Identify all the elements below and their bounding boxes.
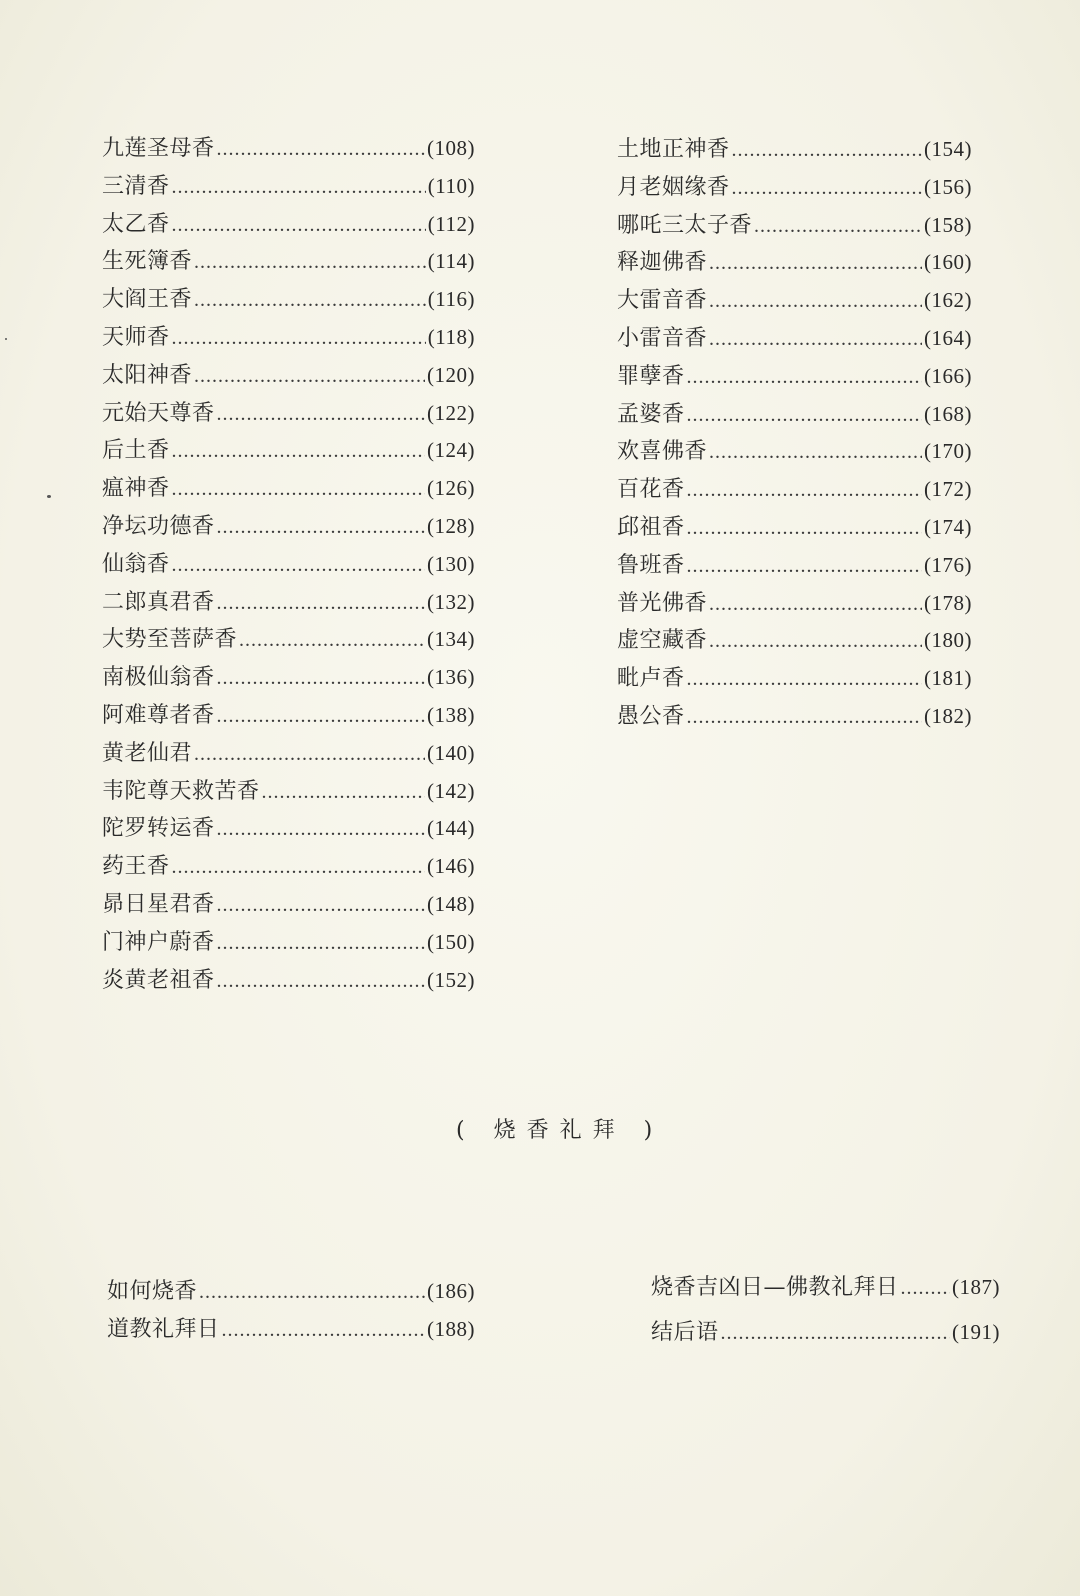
dot-leader [687,555,922,578]
dot-leader [217,403,425,426]
toc-entry [102,244,475,282]
dot-leader [721,1322,950,1345]
toc-entry-page-number: (136) [427,665,475,690]
dot-leader [217,667,425,690]
toc-entry-page-number: (181) [924,666,972,691]
toc-entry [617,283,972,321]
toc-entry [102,774,475,812]
toc-entry-title: 陀罗转运香 [102,816,215,842]
toc-entry-page-number: (174) [924,514,972,539]
toc-entry-page-number: (130) [427,551,475,576]
toc-entry [102,849,475,887]
dot-leader [194,743,425,766]
toc-entry [102,358,475,396]
dot-leader [172,440,425,463]
toc-entry [617,397,972,435]
toc-entry-page-number: (118) [427,324,475,349]
dot-leader [217,138,425,161]
dot-leader [709,630,922,653]
toc-entry-title: 欢喜佛香 [617,439,708,465]
toc-entry-page-number: (182) [924,703,972,728]
print-speck [5,338,7,340]
toc-entry [102,736,475,774]
dot-leader [687,668,922,691]
toc-entry [102,925,475,963]
toc-entry-title: 道教礼拜日 [107,1316,220,1342]
toc-entry-page-number: (191) [952,1320,1000,1344]
toc-entry-page-number: (170) [924,439,972,464]
toc-entry-page-number: (116) [427,287,475,312]
dot-leader [687,366,922,389]
toc-entry-page-number: (124) [427,438,475,463]
toc-entry [102,396,475,434]
toc-entry [102,547,475,585]
toc-entry [102,282,475,320]
toc-entry-title: 月老姻缘香 [617,174,730,200]
toc-entry-title: 后土香 [102,438,170,464]
dot-leader [194,289,426,312]
toc-entry [617,586,972,624]
toc-entry [102,660,475,698]
dot-leader [172,554,425,577]
dot-leader [217,592,425,615]
dot-leader [194,365,425,388]
dot-leader [172,176,426,199]
dot-leader [709,290,922,313]
toc-entry-title: 哪吒三太子香 [617,212,753,238]
toc-entry-title: 天师香 [102,324,170,350]
toc-bottom-left-column [107,1274,475,1350]
toc-entry [617,623,972,661]
section-heading: ( 烧香礼拜 ) [456,1118,664,1143]
toc-entry-page-number: (146) [427,854,475,879]
toc-entry-page-number: (162) [924,288,972,313]
toc-entry-page-number: (132) [427,589,475,614]
toc-entry-title: 九莲圣母香 [102,136,215,161]
dot-leader [709,441,922,464]
dot-leader [217,705,425,728]
toc-entry [651,1315,1000,1360]
toc-entry-page-number: (122) [427,400,475,425]
dot-leader [172,478,425,501]
toc-entry [617,661,972,699]
toc-right-column [617,132,972,737]
toc-entry [651,1270,1000,1315]
print-speck [47,495,51,498]
toc-entry-page-number: (176) [924,552,972,577]
toc-bottom-right-column [651,1270,1000,1360]
dot-leader [199,1281,425,1304]
toc-entry-title: 大阎王香 [102,287,193,313]
toc-entry-title: 韦陀尊天救苦香 [102,778,260,804]
toc-entry-title: 大势至菩萨香 [102,627,238,653]
toc-entry [617,321,972,359]
toc-entry-page-number: (148) [427,891,475,916]
toc-entry-title: 生死簿香 [102,249,193,275]
toc-entry-page-number: (168) [924,401,972,426]
dot-leader [754,215,922,238]
toc-entry-title: 净坛功德香 [102,513,215,539]
dot-leader [239,629,425,652]
dot-leader [901,1277,950,1300]
toc-entry [617,359,972,397]
toc-entry [617,472,972,510]
dot-leader [172,214,426,237]
dot-leader [217,516,425,539]
dot-leader [217,932,425,955]
toc-entry-page-number: (120) [427,362,475,387]
toc-entry-page-number: (110) [427,173,475,198]
dot-leader [732,139,922,162]
toc-entry [102,585,475,623]
dot-leader [172,856,425,879]
dot-leader [687,706,922,729]
toc-entry [617,434,972,472]
toc-entry-page-number: (142) [427,778,475,803]
toc-entry [617,208,972,246]
toc-entry [102,207,475,245]
toc-entry-title: 瘟神香 [102,476,170,502]
dot-leader [262,781,425,804]
toc-entry-title: 门神户蔚香 [102,929,215,955]
toc-entry-title: 鲁班香 [617,552,685,578]
toc-left-column [102,131,475,1000]
toc-entry-title: 普光佛香 [617,590,708,616]
dot-leader [194,251,426,274]
dot-leader [687,517,922,540]
toc-entry [102,963,475,1001]
toc-entry [107,1312,475,1350]
toc-entry-title: 小雷音香 [617,325,708,351]
dot-leader [732,177,922,200]
toc-entry-title: 炎黄老祖香 [102,967,215,993]
toc-entry-title: 太阳神香 [102,362,193,388]
dot-leader [222,1319,425,1342]
toc-entry [102,698,475,736]
toc-entry [102,433,475,471]
toc-entry-page-number: (126) [427,476,475,501]
toc-entry-page-number: (138) [427,702,475,727]
toc-entry [617,132,972,170]
toc-entry [617,699,972,737]
toc-entry [617,170,972,208]
toc-entry-title: 黄老仙君 [102,740,193,766]
toc-entry-page-number: (166) [924,363,972,388]
dot-leader [217,894,425,917]
toc-entry-page-number: (188) [427,1316,475,1341]
toc-entry-page-number: (152) [427,967,475,992]
toc-entry-title: 愚公香 [617,703,685,729]
toc-entry-title: 药王香 [102,854,170,880]
toc-entry-title: 释迦佛香 [617,250,708,276]
toc-entry-page-number: (178) [924,590,972,615]
toc-entry [102,471,475,509]
toc-entry-title: 二郎真君香 [102,589,215,615]
toc-entry-page-number: (156) [924,174,972,199]
toc-entry [102,509,475,547]
toc-entry [617,245,972,283]
toc-entry-page-number: (154) [924,137,972,161]
dot-leader [217,818,425,841]
toc-entry-title: 土地正神香 [617,137,730,162]
toc-entry-page-number: (128) [427,513,475,538]
dot-leader [709,593,922,616]
toc-entry-title: 昴日星君香 [102,891,215,917]
toc-entry-title: 孟婆香 [617,401,685,427]
dot-leader [172,327,426,350]
toc-entry-page-number: (140) [427,740,475,765]
toc-entry-title: 虚空藏香 [617,628,708,654]
toc-entry-page-number: (164) [924,325,972,350]
toc-entry-title: 结后语 [651,1320,719,1345]
toc-entry-title: 罪孽香 [617,363,685,389]
toc-entry [102,131,475,169]
toc-entry [102,811,475,849]
dot-leader [217,970,425,993]
toc-entry-title: 仙翁香 [102,551,170,577]
toc-entry-page-number: (172) [924,477,972,502]
toc-entry-title: 南极仙翁香 [102,665,215,691]
toc-entry-title: 百花香 [617,477,685,503]
toc-entry-title: 大雷音香 [617,288,708,314]
toc-entry [617,510,972,548]
toc-entry-page-number: (158) [924,212,972,237]
toc-entry-page-number: (150) [427,929,475,954]
toc-entry-page-number: (160) [924,250,972,275]
toc-entry-page-number: (144) [427,816,475,841]
toc-entry-page-number: (186) [427,1279,475,1303]
dot-leader [709,328,922,351]
toc-entry-title: 阿难尊者香 [102,702,215,728]
toc-entry [102,320,475,358]
toc-entry-page-number: (180) [924,628,972,653]
toc-entry [102,169,475,207]
dot-leader [709,252,922,275]
toc-entry-title: 烧香吉凶日—佛教礼拜日 [651,1275,899,1300]
toc-entry-title: 如何烧香 [107,1279,198,1304]
toc-entry-title: 邱祖香 [617,514,685,540]
toc-entry-title: 三清香 [102,173,170,199]
toc-entry [617,548,972,586]
toc-entry-title: 太乙香 [102,211,170,237]
toc-entry-page-number: (112) [427,211,475,236]
toc-entry [107,1274,475,1312]
toc-entry-title: 毗卢香 [617,666,685,692]
toc-entry-title: 元始天尊香 [102,400,215,426]
toc-entry-page-number: (114) [427,249,475,274]
dot-leader [687,479,922,502]
toc-entry [102,622,475,660]
dot-leader [687,404,922,427]
toc-entry [102,887,475,925]
toc-entry-page-number: (108) [427,136,475,160]
toc-entry-page-number: (187) [952,1275,1000,1299]
toc-entry-page-number: (134) [427,627,475,652]
